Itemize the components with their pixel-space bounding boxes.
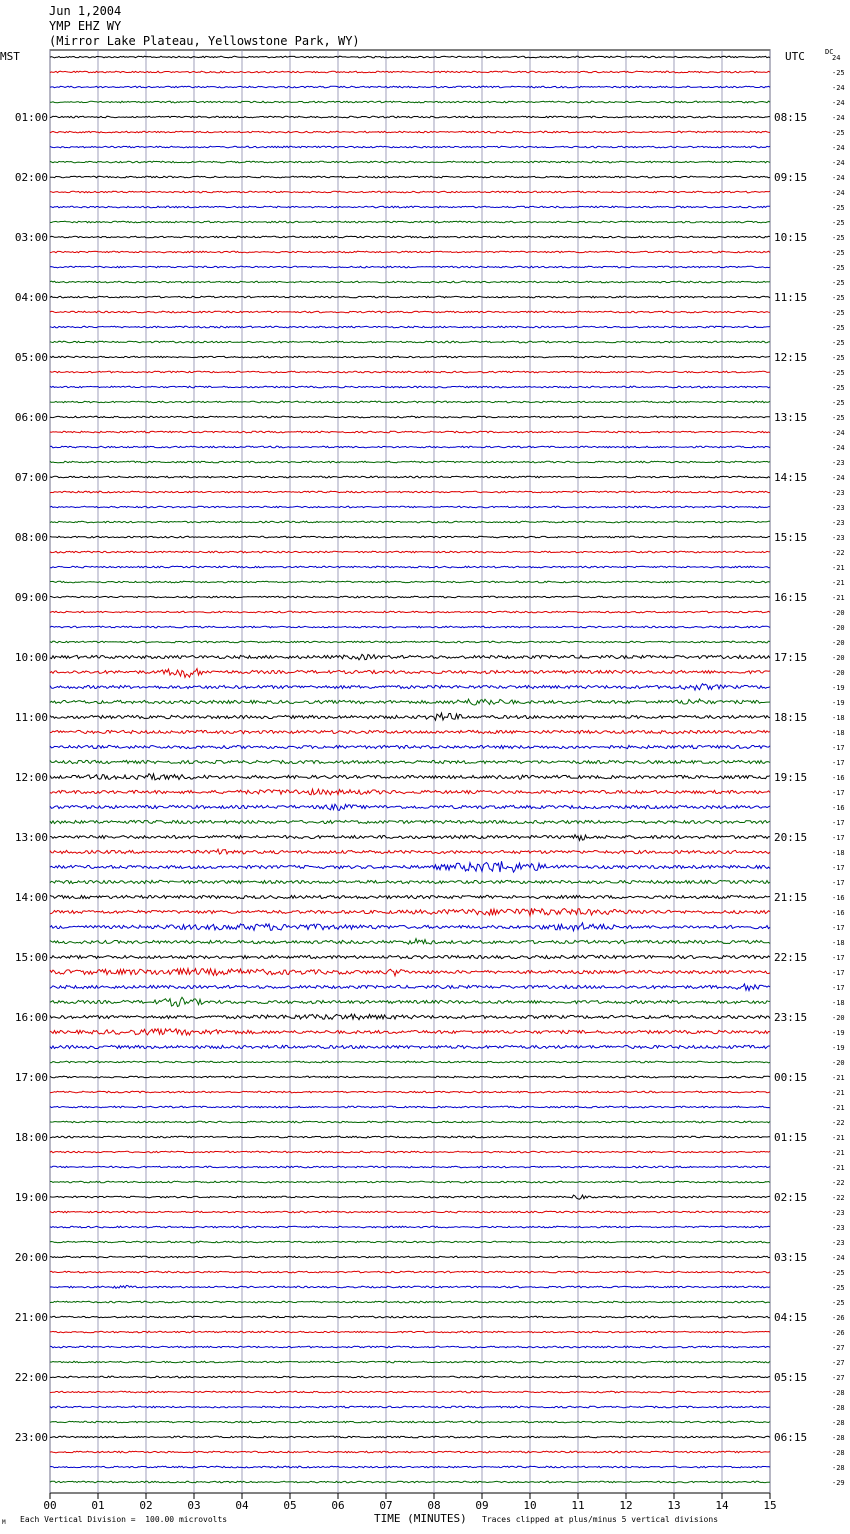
mst-hour-label: 22:00 xyxy=(14,1371,48,1384)
dc-offset-label: -23 xyxy=(832,459,845,467)
x-tick-label: 00 xyxy=(43,1499,57,1512)
seismic-trace xyxy=(50,536,770,538)
mst-hour-label: 10:00 xyxy=(14,651,48,664)
x-tick-label: 15 xyxy=(763,1499,777,1512)
dc-offset-label: -28 xyxy=(832,1419,845,1427)
dc-offset-label: -20 xyxy=(832,1014,845,1022)
seismic-trace xyxy=(50,71,770,73)
dc-offset-label: -28 xyxy=(832,1464,845,1472)
dc-offset-label: -28 xyxy=(832,1434,845,1442)
dc-offset-label: -17 xyxy=(832,789,845,797)
seismic-trace xyxy=(50,311,770,313)
seismic-trace xyxy=(50,431,770,433)
dc-offset-label: -18 xyxy=(832,939,845,947)
dc-offset-label: -27 xyxy=(832,1359,845,1367)
dc-offset-label: -18 xyxy=(832,999,845,1007)
mst-hour-label: 17:00 xyxy=(14,1071,48,1084)
dc-offset-label: -25 xyxy=(832,294,845,302)
dc-offset-label: -24 xyxy=(832,159,845,167)
dc-offset-label: -19 xyxy=(832,1044,845,1052)
utc-hour-label: 08:15 xyxy=(774,111,808,124)
utc-hour-label: 13:15 xyxy=(774,411,808,424)
utc-hour-label: 20:15 xyxy=(774,831,808,844)
seismic-trace xyxy=(50,1376,770,1378)
seismic-trace xyxy=(50,1061,770,1063)
seismic-trace xyxy=(50,880,770,883)
utc-hour-label: 23:15 xyxy=(774,1011,808,1024)
seismic-trace xyxy=(50,1436,770,1438)
utc-hour-label: 15:15 xyxy=(774,531,808,544)
dc-offset-label: -21 xyxy=(832,1089,845,1097)
dc-offset-label: -16 xyxy=(832,894,845,902)
x-tick-label: 13 xyxy=(667,1499,681,1512)
x-tick-label: 09 xyxy=(475,1499,489,1512)
mst-hour-label: 04:00 xyxy=(14,291,48,304)
dc-offset-label: -16 xyxy=(832,909,845,917)
dc-offset-label: -24 xyxy=(832,474,845,482)
seismic-trace xyxy=(50,835,770,841)
x-tick-label: 08 xyxy=(427,1499,441,1512)
x-tick-label: 05 xyxy=(283,1499,297,1512)
dc-offset-label: -22 xyxy=(832,1179,845,1187)
seismic-trace xyxy=(50,206,770,208)
seismic-trace xyxy=(50,116,770,118)
seismic-trace xyxy=(50,1106,770,1108)
dc-offset-label: -20 xyxy=(832,669,845,677)
seismic-trace xyxy=(50,804,770,810)
seismic-trace xyxy=(50,386,770,388)
utc-hour-label: 02:15 xyxy=(774,1191,808,1204)
seismic-trace xyxy=(50,281,770,283)
dc-offset-label: -17 xyxy=(832,969,845,977)
seismic-trace xyxy=(50,161,770,163)
utc-hour-label: 22:15 xyxy=(774,951,808,964)
dc-offset-label: -25 xyxy=(832,129,845,137)
dc-offset-label: -17 xyxy=(832,879,845,887)
x-tick-label: 04 xyxy=(235,1499,249,1512)
seismic-trace xyxy=(50,461,770,463)
dc-offset-label: -17 xyxy=(832,984,845,992)
seismic-trace xyxy=(50,1121,770,1123)
dc-offset-label: -25 xyxy=(832,69,845,77)
utc-hour-label: 10:15 xyxy=(774,231,808,244)
dc-offset-label: -22 xyxy=(832,1119,845,1127)
dc-offset-label: -25 xyxy=(832,1299,845,1307)
mst-hour-label: 02:00 xyxy=(14,171,48,184)
seismic-trace xyxy=(50,730,770,733)
x-tick-label: 01 xyxy=(91,1499,105,1512)
seismic-trace xyxy=(50,596,770,598)
utc-hour-label: 18:15 xyxy=(774,711,808,724)
seismic-trace xyxy=(50,654,770,660)
dc-offset-label: -27 xyxy=(832,1374,845,1382)
seismic-trace xyxy=(50,266,770,268)
dc-offset-label: -25 xyxy=(832,264,845,272)
x-tick-label: 10 xyxy=(523,1499,537,1512)
chart-date: Jun 1,2004 xyxy=(49,4,122,18)
seismic-trace xyxy=(50,611,770,613)
seismic-trace xyxy=(50,1151,770,1153)
seismic-trace xyxy=(50,1331,770,1333)
seismic-trace xyxy=(50,191,770,193)
dc-offset-label: -24 xyxy=(832,429,845,437)
dc-offset-label: -24 xyxy=(832,84,845,92)
seismic-trace xyxy=(50,745,770,748)
mst-hour-label: 23:00 xyxy=(14,1431,48,1444)
dc-offset-label: -28 xyxy=(832,1404,845,1412)
utc-hour-label: 09:15 xyxy=(774,171,808,184)
mst-hour-label: 20:00 xyxy=(14,1251,48,1264)
seismic-trace xyxy=(50,326,770,328)
dc-offset-label: -25 xyxy=(832,249,845,257)
mst-hour-label: 08:00 xyxy=(14,531,48,544)
x-tick-label: 12 xyxy=(619,1499,633,1512)
seismic-trace xyxy=(50,1316,770,1318)
utc-hour-label: 16:15 xyxy=(774,591,808,604)
seismic-trace xyxy=(50,551,770,553)
dc-offset-label: -26 xyxy=(832,1329,845,1337)
utc-hour-label: 03:15 xyxy=(774,1251,808,1264)
dc-offset-label: -20 xyxy=(832,1059,845,1067)
seismic-trace xyxy=(50,521,770,523)
mst-hour-label: 12:00 xyxy=(14,771,48,784)
seismic-trace xyxy=(50,713,770,720)
seismic-trace xyxy=(50,1451,770,1453)
seismic-trace xyxy=(50,760,770,763)
seismic-trace xyxy=(50,641,770,643)
dc-offset-label: -23 xyxy=(832,504,845,512)
x-tick-label: 03 xyxy=(187,1499,201,1512)
seismic-trace xyxy=(50,86,770,88)
dc-offset-label: -21 xyxy=(832,579,845,587)
dc-offset-label: -24 xyxy=(832,189,845,197)
utc-hour-label: 12:15 xyxy=(774,351,808,364)
seismic-trace xyxy=(50,955,770,958)
seismic-trace xyxy=(50,1391,770,1393)
mst-hour-label: 09:00 xyxy=(14,591,48,604)
seismic-trace xyxy=(50,774,770,780)
dc-offset-label: -24 xyxy=(832,99,845,107)
mst-hour-label: 16:00 xyxy=(14,1011,48,1024)
x-tick-label: 02 xyxy=(139,1499,153,1512)
time-labels xyxy=(15,54,845,1512)
dc-offset-label: -25 xyxy=(832,339,845,347)
dc-offset-label: -28 xyxy=(832,1449,845,1457)
seismic-trace xyxy=(50,626,770,628)
utc-hour-label: 17:15 xyxy=(774,651,808,664)
dc-offset-label: -25 xyxy=(832,369,845,377)
seismic-trace xyxy=(50,1226,770,1228)
seismic-trace xyxy=(50,221,770,223)
seismic-trace xyxy=(50,1166,770,1168)
seismic-trace xyxy=(50,1029,770,1035)
seismic-trace xyxy=(50,371,770,373)
seismic-trace xyxy=(50,1406,770,1408)
seismic-trace xyxy=(50,566,770,568)
dc-offset-label: -21 xyxy=(832,1164,845,1172)
dc-offset-label: -23 xyxy=(832,519,845,527)
mst-hour-label: 19:00 xyxy=(14,1191,48,1204)
dc-offset-label: -26 xyxy=(832,1314,845,1322)
dc-offset-label: -22 xyxy=(832,1194,845,1202)
seismic-trace xyxy=(50,997,770,1006)
seismic-trace xyxy=(50,849,770,854)
seismic-trace xyxy=(50,1285,770,1288)
dc-offset-label: -25 xyxy=(832,1269,845,1277)
mst-hour-label: 03:00 xyxy=(14,231,48,244)
dc-offset-label: -25 xyxy=(832,234,845,242)
dc-offset-label: -21 xyxy=(832,1104,845,1112)
dc-offset-label: -21 xyxy=(832,594,845,602)
footer-mark: M xyxy=(2,1519,6,1526)
dc-offset-label: -21 xyxy=(832,564,845,572)
utc-hour-label: 21:15 xyxy=(774,891,808,904)
seismic-trace xyxy=(50,176,770,178)
seismic-trace xyxy=(50,146,770,148)
dc-offset-label: -25 xyxy=(832,384,845,392)
seismic-trace xyxy=(50,1195,770,1199)
seismic-trace xyxy=(50,895,770,898)
dc-offset-label: -16 xyxy=(832,774,845,782)
seismic-trace xyxy=(50,908,770,916)
dc-offset-label: -21 xyxy=(832,1134,845,1142)
seismic-trace xyxy=(50,1256,770,1258)
station-location: (Mirror Lake Plateau, Yellowstone Park, WY) xyxy=(49,34,360,48)
clip-note: Traces clipped at plus/minus 5 vertical divisions xyxy=(482,1515,719,1524)
utc-hour-label: 11:15 xyxy=(774,291,808,304)
seismic-trace xyxy=(50,789,770,795)
seismic-trace xyxy=(50,491,770,493)
seismic-trace xyxy=(50,476,770,478)
utc-hour-label: 14:15 xyxy=(774,471,808,484)
dc-offset-label: -17 xyxy=(832,834,845,842)
dc-offset-label: -17 xyxy=(832,924,845,932)
dc-offset-label: 24 xyxy=(832,54,841,62)
mst-hour-label: 07:00 xyxy=(14,471,48,484)
seismic-trace xyxy=(50,131,770,133)
seismic-trace xyxy=(50,581,770,583)
seismic-trace xyxy=(50,923,770,931)
seismic-trace xyxy=(50,1481,770,1483)
seismic-trace xyxy=(50,236,770,238)
seismic-trace xyxy=(50,820,770,823)
mst-label: MST xyxy=(0,50,20,63)
seismic-trace xyxy=(50,296,770,298)
dc-offset-label: -25 xyxy=(832,324,845,332)
dc-label: DC xyxy=(825,48,834,56)
dc-offset-label: -17 xyxy=(832,744,845,752)
dc-offset-label: -19 xyxy=(832,1029,845,1037)
seismic-traces xyxy=(50,56,770,1483)
seismic-trace xyxy=(50,1014,770,1020)
utc-hour-label: 04:15 xyxy=(774,1311,808,1324)
seismic-trace xyxy=(50,401,770,403)
x-tick-label: 11 xyxy=(571,1499,585,1512)
dc-offset-label: -18 xyxy=(832,729,845,737)
seismic-trace xyxy=(50,356,770,358)
dc-offset-label: -17 xyxy=(832,819,845,827)
dc-offset-label: -20 xyxy=(832,654,845,662)
dc-offset-label: -25 xyxy=(832,309,845,317)
dc-offset-label: -25 xyxy=(832,204,845,212)
dc-offset-label: -24 xyxy=(832,174,845,182)
dc-offset-label: -17 xyxy=(832,954,845,962)
seismic-trace xyxy=(50,341,770,343)
seismic-trace xyxy=(50,446,770,448)
seismic-trace xyxy=(50,1091,770,1093)
dc-offset-label: -19 xyxy=(832,684,845,692)
mst-hour-label: 14:00 xyxy=(14,891,48,904)
dc-offset-label: -18 xyxy=(832,849,845,857)
seismic-trace xyxy=(50,939,770,945)
dc-offset-label: -17 xyxy=(832,864,845,872)
dc-offset-label: -25 xyxy=(832,279,845,287)
utc-hour-label: 05:15 xyxy=(774,1371,808,1384)
utc-label: UTC xyxy=(785,50,805,63)
dc-offset-label: -28 xyxy=(832,1389,845,1397)
dc-offset-label: -21 xyxy=(832,1074,845,1082)
station-code: YMP EHZ WY xyxy=(49,19,122,33)
mst-hour-label: 06:00 xyxy=(14,411,48,424)
seismic-trace xyxy=(50,861,770,872)
dc-offset-label: -19 xyxy=(832,699,845,707)
dc-offset-label: -20 xyxy=(832,624,845,632)
mst-hour-label: 13:00 xyxy=(14,831,48,844)
seismic-trace xyxy=(50,1045,770,1048)
seismic-trace xyxy=(50,1241,770,1243)
dc-offset-label: -24 xyxy=(832,1254,845,1262)
dc-offset-label: -23 xyxy=(832,1239,845,1247)
seismic-trace xyxy=(50,1421,770,1423)
seismic-trace xyxy=(50,1271,770,1273)
dc-offset-label: -21 xyxy=(832,1149,845,1157)
seismic-trace xyxy=(50,1136,770,1138)
seismic-trace xyxy=(50,699,770,705)
utc-hour-label: 01:15 xyxy=(774,1131,808,1144)
dc-offset-label: -23 xyxy=(832,489,845,497)
mst-hour-label: 01:00 xyxy=(14,111,48,124)
seismic-trace xyxy=(50,684,770,690)
seismic-trace xyxy=(50,984,770,991)
dc-offset-label: -24 xyxy=(832,444,845,452)
scale-note: Each Vertical Division = 100.00 microvolts xyxy=(20,1515,228,1524)
mst-hour-label: 11:00 xyxy=(14,711,48,724)
dc-offset-label: -25 xyxy=(832,219,845,227)
seismic-trace xyxy=(50,506,770,508)
dc-offset-label: -25 xyxy=(832,399,845,407)
seismic-trace xyxy=(50,56,770,58)
seismic-trace xyxy=(50,1346,770,1348)
x-axis-title: TIME (MINUTES) xyxy=(374,1512,467,1525)
dc-offset-label: -23 xyxy=(832,534,845,542)
dc-offset-label: -17 xyxy=(832,759,845,767)
dc-offset-label: -25 xyxy=(832,414,845,422)
dc-offset-label: -16 xyxy=(832,804,845,812)
dc-offset-label: -27 xyxy=(832,1344,845,1352)
x-tick-label: 07 xyxy=(379,1499,393,1512)
dc-offset-label: -20 xyxy=(832,609,845,617)
dc-offset-label: -23 xyxy=(832,1209,845,1217)
dc-offset-label: -23 xyxy=(832,1224,845,1232)
mst-hour-label: 15:00 xyxy=(14,951,48,964)
mst-hour-label: 21:00 xyxy=(14,1311,48,1324)
dc-offset-label: -29 xyxy=(832,1479,845,1487)
seismic-trace xyxy=(50,251,770,253)
seismic-trace xyxy=(50,1211,770,1213)
utc-hour-label: 19:15 xyxy=(774,771,808,784)
dc-offset-label: -25 xyxy=(832,1284,845,1292)
seismic-trace xyxy=(50,1361,770,1363)
mst-hour-label: 18:00 xyxy=(14,1131,48,1144)
utc-hour-label: 00:15 xyxy=(774,1071,808,1084)
dc-offset-label: -20 xyxy=(832,639,845,647)
seismic-trace xyxy=(50,1181,770,1183)
seismic-trace xyxy=(50,416,770,418)
x-tick-label: 14 xyxy=(715,1499,729,1512)
seismic-trace xyxy=(50,969,770,976)
x-tick-label: 06 xyxy=(331,1499,345,1512)
seismic-trace xyxy=(50,1466,770,1468)
dc-offset-label: -18 xyxy=(832,714,845,722)
dc-offset-label: -24 xyxy=(832,114,845,122)
dc-offset-label: -24 xyxy=(832,144,845,152)
seismic-trace xyxy=(50,1301,770,1303)
utc-hour-label: 06:15 xyxy=(774,1431,808,1444)
seismic-trace xyxy=(50,669,770,678)
dc-offset-label: -22 xyxy=(832,549,845,557)
seismic-trace xyxy=(50,1076,770,1078)
dc-offset-label: -25 xyxy=(832,354,845,362)
seismic-trace xyxy=(50,101,770,103)
mst-hour-label: 05:00 xyxy=(14,351,48,364)
